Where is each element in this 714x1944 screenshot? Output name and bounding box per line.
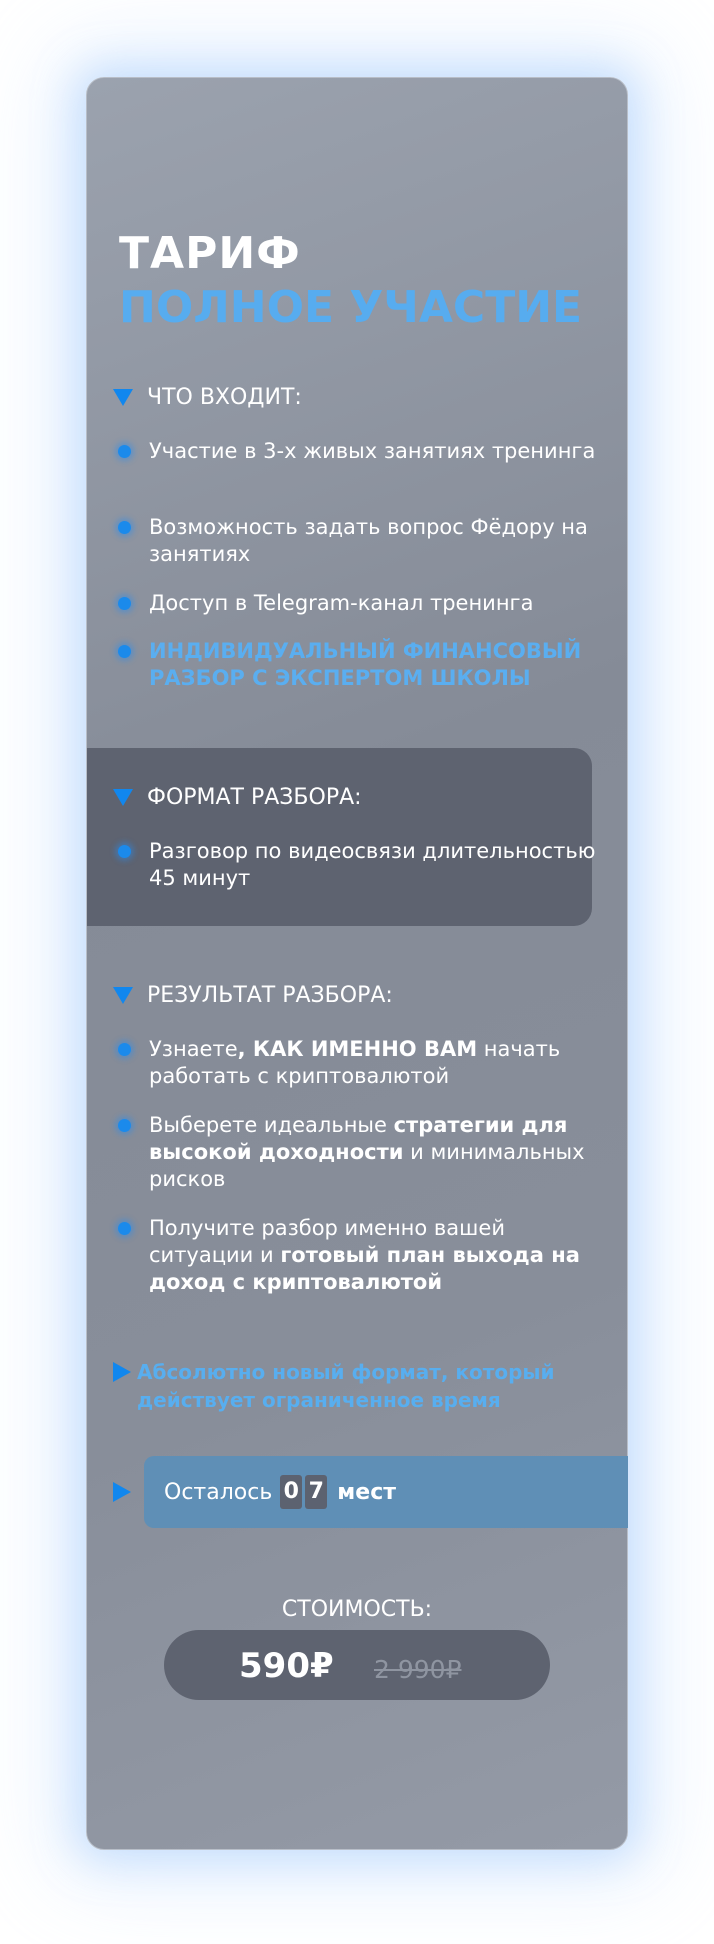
- price-label: СТОИМОСТЬ:: [281, 1597, 433, 1622]
- list-item: [149, 514, 609, 568]
- text-bold: стратегии для высокой доходности: [149, 1113, 568, 1164]
- list-item-text: Доступ в Telegram-канал тренинга: [149, 591, 534, 615]
- text-part: Узнаете: [149, 1037, 238, 1061]
- seats-marker: [113, 1456, 131, 1528]
- text-bold: готовый план выхода на доход с криптовалютой: [149, 1243, 580, 1294]
- format-heading: [113, 785, 362, 810]
- triangle-down-icon: [113, 789, 133, 806]
- text-bold: , КАК ИМЕННО ВАМ: [237, 1037, 478, 1061]
- play-icon: [113, 1482, 131, 1502]
- bullet-icon: [118, 521, 131, 534]
- triangle-down-icon: [113, 389, 133, 406]
- format-heading-label: ФОРМАТ РАЗБОРА:: [147, 785, 362, 810]
- bullet-icon: [118, 1043, 131, 1056]
- seats-remaining-bar: [144, 1456, 628, 1528]
- promo-text: Абсолютно новый формат, который действует ограниченное время: [137, 1360, 555, 1412]
- seats-label: Осталось: [164, 1479, 273, 1505]
- text-part: Выберете идеальные: [149, 1113, 394, 1137]
- play-icon: [113, 1362, 131, 1382]
- list-item-text: ИНДИВИДУАЛЬНЫЙ ФИНАНСОВЫЙ РАЗБОР С ЭКСПЕРТОМ ШКОЛЫ: [149, 639, 582, 690]
- list-item: [149, 438, 609, 465]
- bullet-icon: [118, 1119, 131, 1132]
- included-heading-label: ЧТО ВХОДИТ:: [147, 385, 302, 410]
- seats-digit: 7: [305, 1475, 327, 1509]
- bullet-icon: [118, 445, 131, 458]
- price-pill: [164, 1630, 550, 1700]
- list-item: [149, 1036, 609, 1090]
- result-heading-label: РЕЗУЛЬТАТ РАЗБОРА:: [147, 983, 393, 1008]
- list-item: [149, 1215, 609, 1296]
- format-panel: [87, 748, 592, 926]
- bullet-icon: [118, 645, 131, 658]
- list-item-text: Участие в 3-х живых занятиях тренинга: [149, 439, 596, 463]
- list-item-text: Возможность задать вопрос Фёдору на занятиях: [149, 515, 588, 566]
- list-item: [149, 838, 609, 892]
- tariff-card: [86, 77, 628, 1850]
- seats-unit: мест: [337, 1479, 396, 1505]
- bullet-icon: [118, 845, 131, 858]
- included-heading: [113, 385, 302, 410]
- list-item-text: Разговор по видеосвязи длительностью 45 минут: [149, 839, 596, 890]
- bullet-icon: [118, 1222, 131, 1235]
- list-item: [149, 590, 609, 617]
- text-part: начать работать с криптовалютой: [149, 1037, 561, 1088]
- price-current: 590₽: [239, 1646, 334, 1686]
- triangle-down-icon: [113, 987, 133, 1004]
- result-heading: [113, 983, 393, 1008]
- seats-digit: 0: [280, 1475, 302, 1509]
- list-item: [149, 1112, 609, 1193]
- list-item-highlight: [149, 638, 609, 692]
- tariff-title: ТАРИФ: [119, 228, 301, 279]
- text-part: Получите разбор именно вашей ситуации и: [149, 1216, 505, 1267]
- promo: [113, 1358, 567, 1414]
- price-old: 2 990₽: [374, 1655, 462, 1684]
- tariff-name: ПОЛНОЕ УЧАСТИЕ: [119, 282, 583, 333]
- text-part: и минимальных рисков: [149, 1140, 585, 1191]
- bullet-icon: [118, 597, 131, 610]
